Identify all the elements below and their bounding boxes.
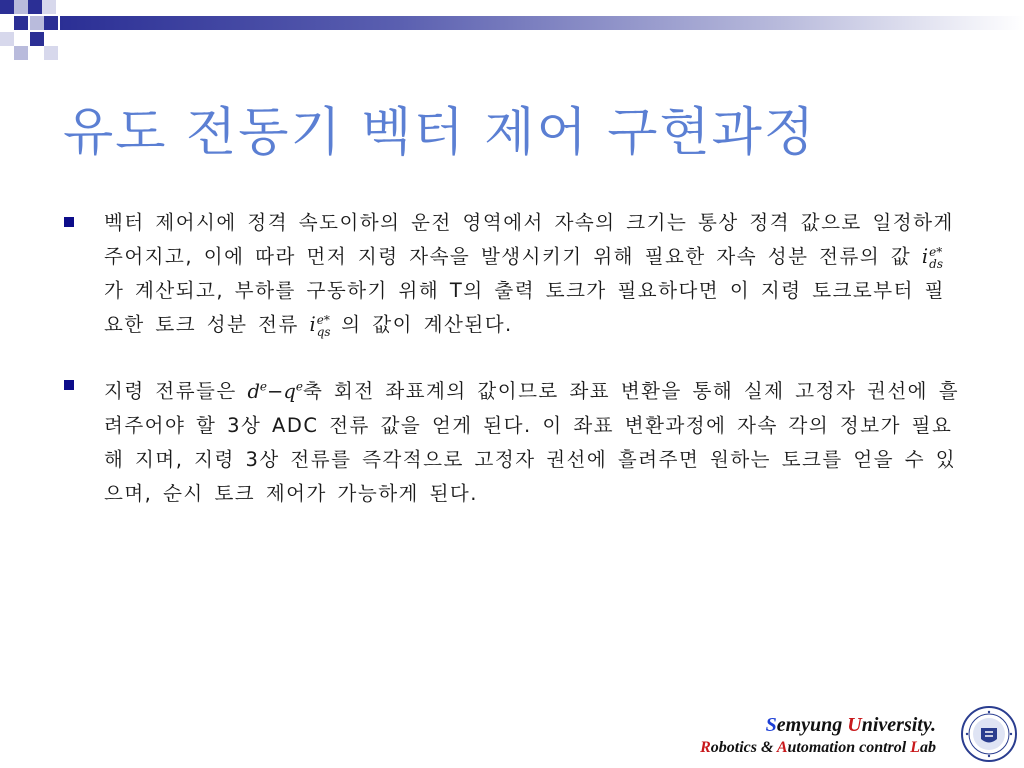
bullet-text: 축 회전 좌표계의 값이므로 좌표 변환을 통해 실제 고정자 권선에 흘려주어야 할 3상 ADC 전류 값을 얻게 된다. 이 좌표 변환과정에 자속 각의 정보가 필요해 지며, 지령 3상 전류를 즉각적으로 고정자 권선에 흘려주면 원하는 토크를 얻을 수 있으며, 순시 토크 제어가 가능하게 된다. (104, 379, 960, 505)
deco-square (44, 46, 58, 60)
math-iqs: i e* qs (309, 312, 331, 339)
math-dq: $d^e-q^e$ (247, 379, 303, 403)
slide-title: 유도 전동기 벡터 제어 구현과정 (63, 103, 817, 163)
deco-square (14, 46, 28, 60)
deco-square (42, 0, 56, 14)
bullet-item (62, 369, 962, 511)
square-bullet-icon (64, 380, 74, 390)
deco-square (28, 0, 42, 14)
deco-square (44, 16, 58, 30)
header-gradient-bar (60, 16, 1024, 30)
bullet-text: 의 값이 계산된다. (341, 313, 513, 336)
university-name: Semyung University. (765, 714, 936, 736)
square-bullet-icon (64, 217, 74, 227)
deco-square (30, 16, 44, 30)
deco-square (0, 32, 14, 46)
footer-credit (700, 712, 936, 758)
deco-square (14, 16, 28, 30)
bullet-list (62, 206, 962, 511)
deco-square (0, 0, 14, 14)
bullet-item (62, 206, 962, 342)
math-ids: i e* ds (921, 244, 943, 271)
bullet-text: 벡터 제어시에 정격 속도이하의 운전 영역에서 자속의 크기는 통상 정격 값으로 일정하게 주어지고, 이에 따라 먼저 지령 자속을 발생시키기 위해 필요한 자속 성분 전류의 값 (104, 211, 954, 268)
lab-name: Robotics & Automation control Lab (700, 739, 936, 756)
bullet-text: 가 계산되고, 부하를 구동하기 위해 T의 출력 토크가 필요하다면 이 지령 토크로부터 필요한 토크 성분 전류 (104, 279, 945, 336)
deco-square (30, 32, 44, 46)
deco-square (14, 0, 28, 14)
bullet-text: 지령 전류들은 (104, 379, 237, 403)
university-seal-icon (961, 706, 1017, 762)
header-decoration (0, 0, 1024, 62)
